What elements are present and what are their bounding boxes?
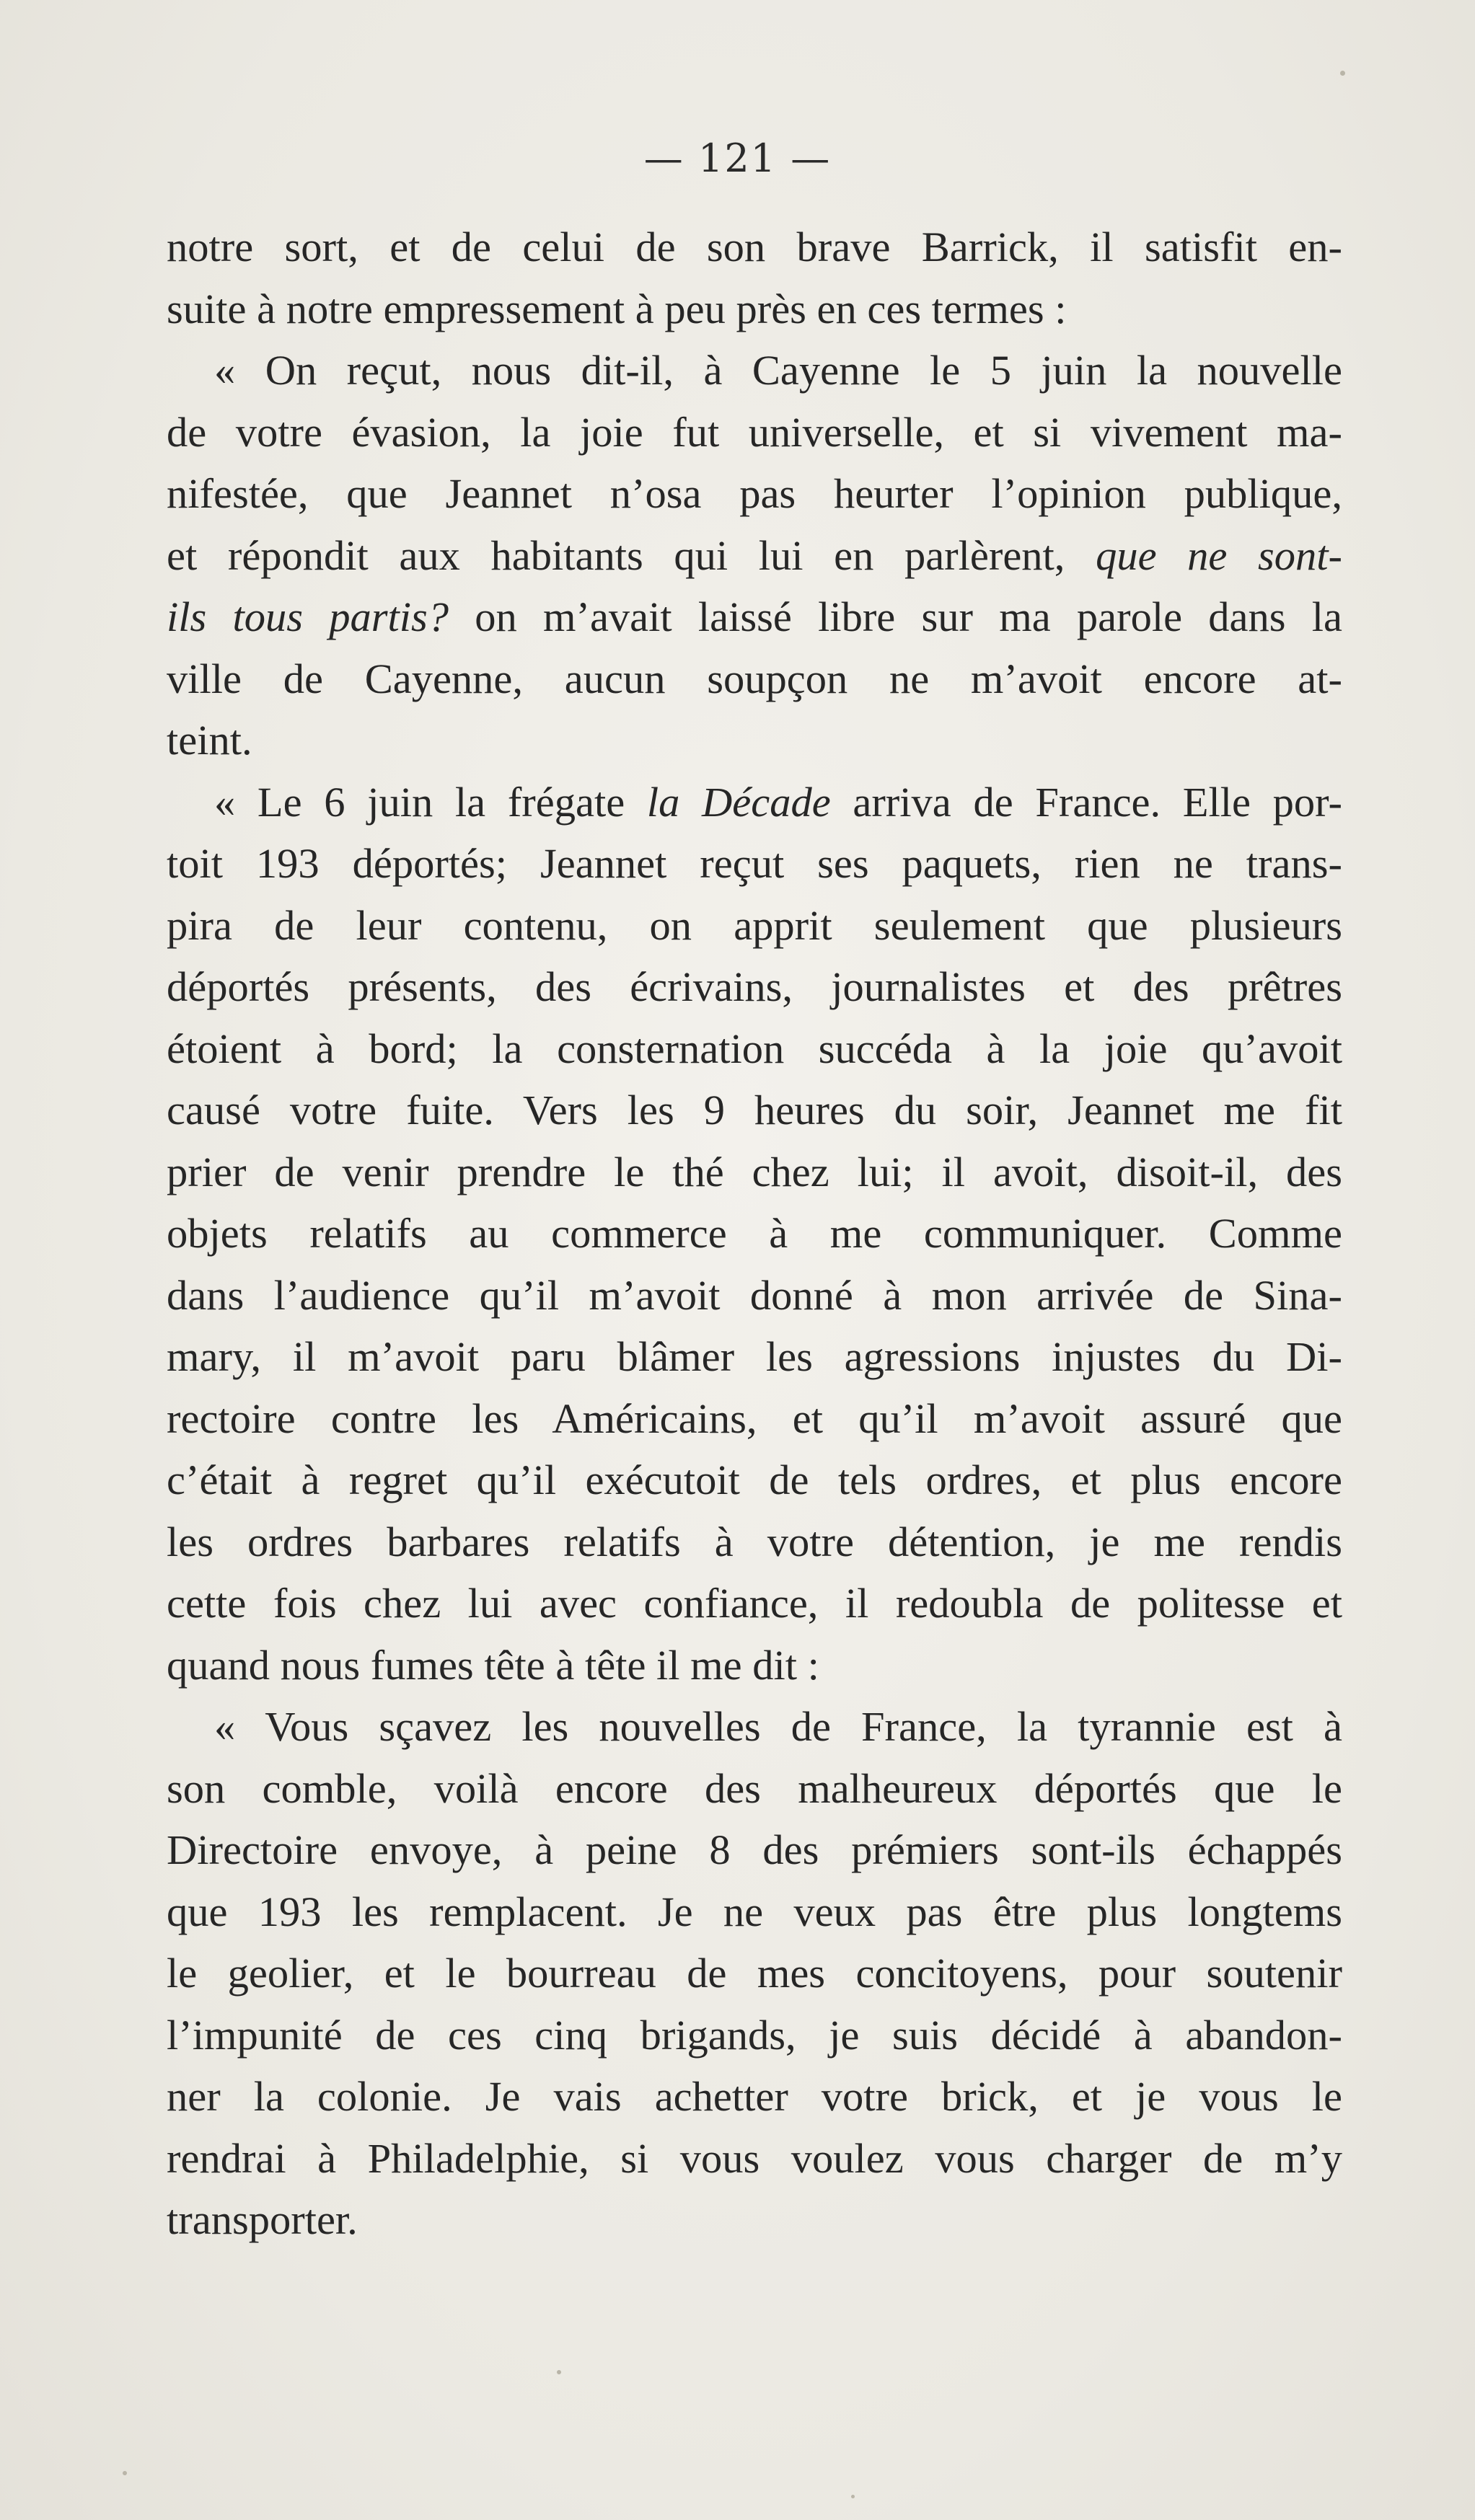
italic-text: ils tous partis? — [167, 593, 449, 640]
text-run: teint. — [167, 717, 252, 764]
text-line — [167, 1265, 1342, 1327]
paper-speck — [1340, 71, 1345, 76]
text-run: « On reçut, nous dit-il, à Cayenne le 5 juin la nouvelle — [214, 347, 1342, 394]
text-line — [167, 2189, 1342, 2251]
text-line — [167, 586, 1342, 648]
text-run: suite à notre empressement à peu près en ces termes : — [167, 285, 1067, 332]
text-line — [167, 2004, 1342, 2066]
text-line — [167, 2066, 1342, 2128]
text-line — [167, 340, 1342, 402]
text-line — [167, 1141, 1342, 1203]
text-run: rectoire contre les Américains, et qu’il m’avoit assuré que — [167, 1394, 1342, 1442]
body-text — [167, 216, 1342, 2251]
text-line — [167, 1696, 1342, 1758]
text-run: nifestée, que Jeannet n’osa pas heurter l’opinion publique, — [167, 470, 1342, 517]
text-line — [167, 1449, 1342, 1511]
text-line — [167, 1079, 1342, 1141]
text-run: les ordres barbares relatifs à votre détention, je me rendis — [167, 1518, 1342, 1565]
text-run: transporter. — [167, 2196, 358, 2243]
paper-speck — [557, 2370, 561, 2374]
italic-text: que ne sont- — [1096, 531, 1342, 579]
text-run: l’impunité de ces cinq brigands, je suis décidé à abandon- — [167, 2011, 1342, 2059]
text-line — [167, 895, 1342, 957]
text-run: de votre évasion, la joie fut universelle, et si vivement ma- — [167, 408, 1342, 456]
text-run: et répondit aux habitants qui lui en parlèrent, — [167, 531, 1096, 579]
text-run: pira de leur contenu, on apprit seulement que plusieurs — [167, 901, 1342, 949]
text-line — [167, 1942, 1342, 2004]
page-number: — 121 — — [643, 136, 832, 181]
text-run: cette fois chez lui avec confiance, il redoubla de politesse et — [167, 1580, 1342, 1627]
text-run: rendrai à Philadelphie, si vous voulez vous charger de m’y — [167, 2134, 1342, 2182]
text-run: le geolier, et le bourreau de mes concitoyens, pour soutenir — [167, 1950, 1342, 1997]
text-line — [167, 772, 1342, 834]
text-line — [167, 833, 1342, 895]
text-run: c’était à regret qu’il exécutoit de tels ordres, et plus encore — [167, 1456, 1342, 1503]
text-run: objets relatifs au commerce à me communiquer. Comme — [167, 1210, 1342, 1257]
text-line — [167, 1511, 1342, 1573]
text-run: notre sort, et de celui de son brave Barrick, il satisfit en- — [167, 224, 1342, 270]
text-run: étoient à bord; la consternation succéda à la joie qu’avoit — [167, 1025, 1342, 1072]
text-run: ville de Cayenne, aucun soupçon ne m’avoit encore at- — [167, 655, 1342, 702]
text-run: toit 193 déportés; Jeannet reçut ses paquets, rien ne trans- — [167, 840, 1342, 887]
paper-speck — [123, 2471, 127, 2475]
paper-speck — [851, 2495, 855, 2498]
text-run: Directoire envoye, à peine 8 des prémiers sont-ils échappés — [167, 1826, 1342, 1873]
text-line — [167, 1573, 1342, 1635]
text-line — [167, 1018, 1342, 1080]
text-line — [167, 1635, 1342, 1697]
text-run: mary, il m’avoit paru blâmer les agressions injustes du Di- — [167, 1333, 1342, 1380]
text-run: que 193 les remplacent. Je ne veux pas être plus longtems — [167, 1888, 1342, 1935]
text-line — [167, 278, 1342, 340]
text-run: arriva de France. Elle por- — [830, 778, 1342, 826]
text-run: son comble, voilà encore des malheureux déportés que le — [167, 1764, 1342, 1812]
text-run: « Le 6 juin la frégate — [214, 778, 647, 826]
text-line — [167, 463, 1342, 525]
text-run: déportés présents, des écrivains, journalistes et des prêtres — [167, 963, 1342, 1010]
text-line — [167, 402, 1342, 464]
text-line — [167, 1819, 1342, 1881]
text-line — [167, 2128, 1342, 2190]
text-run: dans l’audience qu’il m’avoit donné à mon arrivée de Sina- — [167, 1271, 1342, 1319]
text-run: quand nous fumes tête à tête il me dit : — [167, 1641, 819, 1689]
text-line — [167, 1388, 1342, 1450]
text-run: on m’avait laissé libre sur ma parole dans la — [449, 593, 1342, 640]
text-line — [167, 1881, 1342, 1943]
text-run: causé votre fuite. Vers les 9 heures du soir, Jeannet me fit — [167, 1087, 1342, 1133]
text-line — [167, 709, 1342, 772]
text-run: prier de venir prendre le thé chez lui; il avoit, disoit-il, des — [167, 1148, 1342, 1195]
text-run: « Vous sçavez les nouvelles de France, la tyrannie est à — [214, 1703, 1342, 1750]
text-line — [167, 956, 1342, 1018]
text-line — [167, 1326, 1342, 1388]
text-line — [167, 1203, 1342, 1265]
text-line — [167, 648, 1342, 710]
text-line — [167, 525, 1342, 587]
text-line — [167, 216, 1342, 278]
italic-text: la Décade — [646, 778, 831, 826]
text-run: ner la colonie. Je vais achetter votre brick, et je vous le — [167, 2073, 1342, 2120]
text-line — [167, 1758, 1342, 1820]
